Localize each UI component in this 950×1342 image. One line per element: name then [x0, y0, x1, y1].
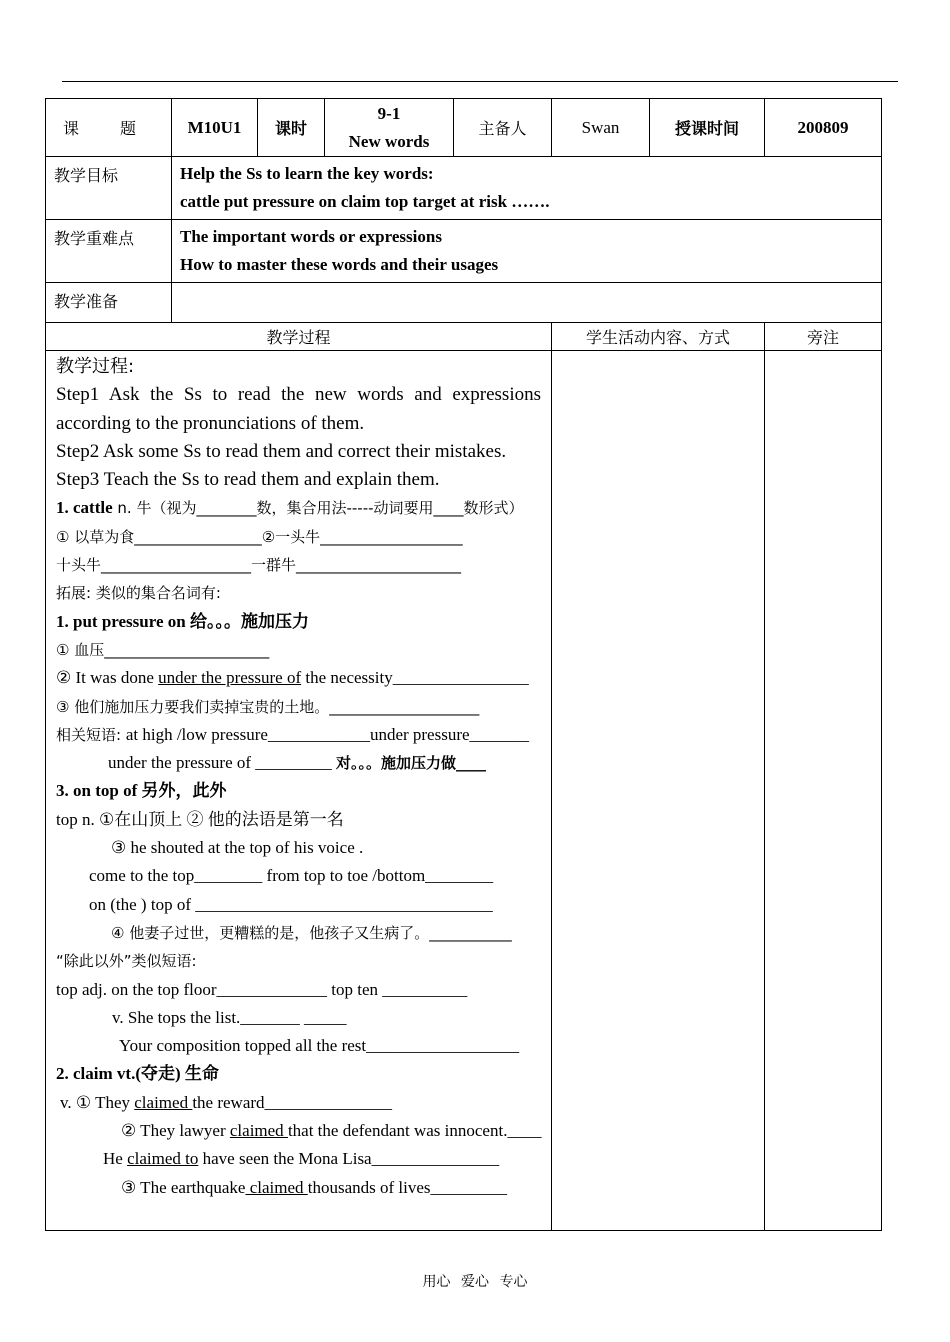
- unit-value: M10U1: [172, 99, 258, 157]
- notes-cell: [765, 351, 882, 1231]
- process-body-row: [46, 351, 882, 1231]
- cattle-example-2: 十头牛____________________一群牛______________________: [56, 556, 462, 575]
- cattle-example-1: ① 以草为食_________________②一头牛___________________: [56, 527, 463, 546]
- page-footer: 用心 爱心 专心: [422, 1274, 528, 1290]
- preparation-value: [172, 283, 882, 323]
- claim-example-2: [56, 1117, 541, 1145]
- preparer-label: 主备人: [454, 99, 552, 157]
- preparation-label: 教学准备: [46, 283, 172, 323]
- top-noun: top n. ①在山顶上 ② 他的法语是第一名: [56, 809, 344, 829]
- goals-row: [46, 157, 882, 220]
- header-rule: [62, 81, 898, 82]
- cattle-definition: [56, 494, 541, 522]
- pressure-related-label: 相关短语:: [56, 725, 126, 744]
- cattle-extension: 拓展: 类似的集合名词有:: [56, 584, 221, 603]
- pressure-related-2: [56, 749, 541, 777]
- claim-example-3: [56, 1145, 541, 1173]
- claim-ex1-end: the reward_______________: [192, 1092, 393, 1112]
- pressure-example-2: [56, 664, 541, 692]
- top-noun-3: ③ he shouted at the top of his voice .: [111, 838, 364, 858]
- student-activity-cell: [552, 351, 765, 1231]
- cattle-heading: 1. cattle: [56, 498, 113, 518]
- claim-ex1-start: v. ① They: [60, 1092, 135, 1112]
- step-1: Step1 Ask the Ss to read the new words and expressions according to the pronunciations of them.: [56, 384, 541, 434]
- pressure-related-1: [56, 721, 541, 749]
- claim-heading: 2. claim vt.(夺走) 生命: [56, 1064, 219, 1084]
- process-content: [46, 351, 552, 1231]
- notes-header: 旁注: [765, 323, 882, 351]
- process-header: 教学过程: [46, 323, 552, 351]
- pressure-ex2-underlined: under the pressure of: [158, 668, 302, 688]
- claim-ex3-underlined: claimed to: [127, 1149, 199, 1169]
- goals-content: [172, 157, 882, 220]
- claim-ex4-underlined: claimed: [245, 1177, 308, 1197]
- cattle-def-text: n. 牛（视为________数，集合用法-----动词要用____数形式）: [112, 499, 524, 518]
- top-come: come to the top________ from top to toe /bottom________: [89, 866, 494, 886]
- top-verb: v. She tops the list._______ _____: [112, 1007, 347, 1027]
- pressure-example-3: ③ 他们施加压力要我们卖掉宝贵的土地。____________________: [56, 697, 480, 716]
- lesson-cell: [325, 99, 454, 157]
- top-heading: 3. on top of 另外，此外: [56, 781, 227, 801]
- claim-example-1: [56, 1089, 541, 1117]
- lesson-name: New words: [348, 131, 430, 151]
- lesson-plan-table: [45, 98, 881, 1231]
- claim-ex4-end: thousands of lives_________: [307, 1177, 508, 1197]
- pressure-related-text: at high /low pressure____________under pressure_______: [125, 724, 530, 744]
- claim-ex4-start: ③ The earthquake: [121, 1177, 246, 1197]
- time-value: 200809: [765, 99, 882, 157]
- claim-ex2-end: that the defendant was innocent.____: [287, 1121, 542, 1141]
- claim-ex1-underlined: claimed: [134, 1092, 193, 1112]
- goals-line-1: Help the Ss to learn the key words:: [180, 164, 434, 183]
- time-label: 授课时间: [650, 99, 765, 157]
- preparation-row: [46, 283, 882, 323]
- pressure-heading: 1. put pressure on 给。。。施加压力: [56, 611, 309, 631]
- pressure-related-2-cn: 对。。。施加压力做____: [336, 754, 487, 773]
- key-points-line-1: The important words or expressions: [180, 227, 442, 246]
- student-activity-header: 学生活动内容、方式: [552, 323, 765, 351]
- claim-example-4: [56, 1174, 541, 1202]
- preparer-value: Swan: [552, 99, 650, 157]
- claim-ex2-start: ② They lawyer: [121, 1121, 230, 1141]
- top-adjective: top adj. on the top floor_____________ top ten __________: [56, 979, 468, 999]
- top-verb-2: Your composition topped all the rest__________________: [119, 1036, 520, 1056]
- period-label: 课时: [258, 99, 325, 157]
- pressure-ex2-start: ② It was done: [56, 668, 159, 688]
- step-2: Step2 Ask some Ss to read them and correct their mistakes.: [56, 440, 507, 462]
- header-row: [46, 99, 882, 157]
- topic-label: 课 题: [46, 99, 172, 157]
- pressure-example-1: ① 血压______________________: [56, 640, 270, 659]
- key-points-row: [46, 220, 882, 283]
- key-points-line-2: How to master these words and their usages: [180, 255, 499, 274]
- pressure-related-2-text: under the pressure of _________: [108, 753, 337, 773]
- top-similar: “除此以外”类似短语:: [56, 952, 197, 971]
- claim-ex2-underlined: claimed: [229, 1121, 288, 1141]
- process-title: 教学过程:: [56, 356, 135, 377]
- goals-line-2: cattle put pressure on claim top target at risk …….: [180, 192, 550, 211]
- claim-ex3-end: have seen the Mona Lisa_______________: [198, 1149, 500, 1169]
- process-header-row: [46, 323, 882, 351]
- claim-ex3-start: He: [103, 1149, 128, 1169]
- lesson-number: 9-1: [377, 103, 401, 123]
- pressure-ex2-end: the necessity________________: [301, 668, 529, 688]
- step-3: Step3 Teach the Ss to read them and explain them.: [56, 469, 440, 491]
- top-noun-4: ④ 他妻子过世，更糟糕的是，他孩子又生病了。___________: [111, 923, 512, 942]
- goals-label: 教学目标: [46, 157, 172, 220]
- key-points-label: 教学重难点: [46, 220, 172, 283]
- key-points-content: [172, 220, 882, 283]
- top-on: on (the ) top of ___________________________________: [89, 894, 493, 914]
